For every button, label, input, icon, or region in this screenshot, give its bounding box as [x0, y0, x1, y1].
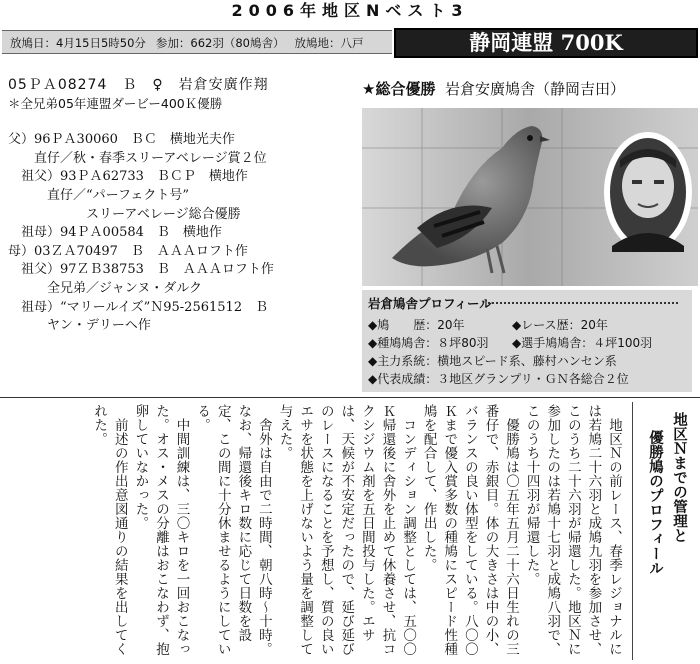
profile-row: ◆種鳩鳩舎：８坪80羽 — [368, 336, 489, 350]
bird-id: 05ＰＡ08274 Ｂ ♀ 岩倉安廣作翔 — [8, 77, 269, 93]
race-name: 静岡連盟 700K — [394, 28, 698, 58]
article-paragraph: コンディション調整としては、五〇〇Ｋ帰還後に舎外を止めて休養させ、抗コクシジウム剤を五日間投与した。エサは、天候が不安定だったので、延び延びのレースになることを予想し、質の良いエサを状態を上げないよう量を調整して与えた。 — [276, 404, 417, 656]
profile-box — [362, 290, 692, 392]
pedigree-line: 祖母）94ＰＡ00584 Ｂ 横地作 — [8, 225, 222, 241]
article-paragraph: 中間訓練は、三〇キロを一回おこなった。オス・メスの分離はおこなわず、抱卵していなかった。 — [132, 404, 190, 656]
article-paragraph: 優勝鳩は〇五年五月二十六日生れの三番仔で、赤銀目。体の大きさは中の小、バランスの良い体型をしている。八〇〇Ｋまで優入賞多数の種鳩にスピード性種鳩を配合して、作出した。 — [420, 404, 520, 656]
pedigree-line: 祖父）93ＰＡ62733 ＢＣＰ 横地作 — [8, 169, 248, 185]
winner-photo — [362, 108, 698, 286]
pedigree-line: 直仔／秋・春季スリーアベレージ賞２位 — [8, 150, 267, 166]
pedigree-line: 父）96ＰＡ30060 ＢＣ 横地光夫作 — [8, 132, 235, 148]
pedigree-line: 母）03ＺＡ70497 Ｂ ＡＡＡロフト作 — [8, 243, 248, 259]
article-paragraph: 前述の作出意図通りの結果を出してくれた。 — [91, 404, 128, 656]
release-date: 放鳩日：4月15日5時50分 — [10, 36, 146, 50]
race-info-bar — [2, 30, 392, 54]
pedigree-line: 全兄弟／ジャンヌ・ダルク — [8, 280, 202, 296]
bird-note: ＊全兄弟05年連盟ダービー400Ｋ優勝 — [8, 95, 223, 111]
winner-loft: 岩倉安廣鳩舎（静岡吉田） — [445, 80, 626, 98]
sidebar-line: 地区Ｎまでの管理と — [671, 412, 687, 543]
profile-title: 岩倉鳩舎プロフィール — [368, 296, 492, 311]
pedigree-line: スリーアベレージ総合優勝 — [8, 206, 241, 222]
participants: 参加：662羽（80鳩舎） — [155, 36, 285, 50]
pedigree-line: ヤン・デリーヘ作 — [8, 318, 151, 334]
profile-row: ◆鳩 歴：20年 — [368, 318, 465, 332]
profile-row: ◆代表成績：３地区グランプリ・ＧＮ各総合２位 — [368, 372, 629, 386]
pedigree-line: 直仔／“パーフェクト号” — [8, 187, 189, 203]
profile-row: ◆レース歴：20年 — [512, 318, 608, 332]
article-paragraph: 地区Ｎの前レース、春季レジョナルには若鳩二十六羽と成鳩九羽を参加させ、このうち二十六羽が帰還した。地区Ｎに参加したのは若鳩十七羽と成鳩八羽で、このうち十四羽が帰還した。 — [523, 404, 622, 656]
article-body — [8, 404, 624, 660]
sidebar-heading — [639, 412, 691, 642]
article-sidebar — [632, 402, 696, 660]
star-icon: ★ — [362, 80, 376, 98]
winner-title — [362, 78, 698, 99]
profile-row: ◆選手鳩鳩舎：４坪100羽 — [512, 336, 653, 350]
section-divider — [0, 397, 700, 398]
pedigree-line: 祖父）97ＺＢ38753 Ｂ ＡＡＡロフト作 — [8, 262, 274, 278]
profile-dotted-rule — [488, 302, 678, 304]
article-paragraph: 舎外は自由で二時間、朝八時〜十時。なお、帰還後キロ数に応じて日数を設定、この間に十分休ませるようにしている。 — [194, 404, 272, 656]
profile-row: ◆主力系統：横地スピード系、藤村ハンセン系 — [368, 354, 617, 368]
release-site: 放鳩地：八戸 — [294, 36, 364, 50]
winner-label: 総合優勝 — [375, 80, 436, 98]
page-header: 2006年地区Nベスト3 — [231, 1, 469, 20]
pigeon-photo — [362, 108, 698, 286]
pedigree-line: 祖母）“マリールイズ”Ｎ95-2561512 Ｂ — [8, 299, 269, 315]
pedigree — [8, 76, 358, 336]
sidebar-line: 優勝鳩のプロフィール — [647, 430, 663, 575]
